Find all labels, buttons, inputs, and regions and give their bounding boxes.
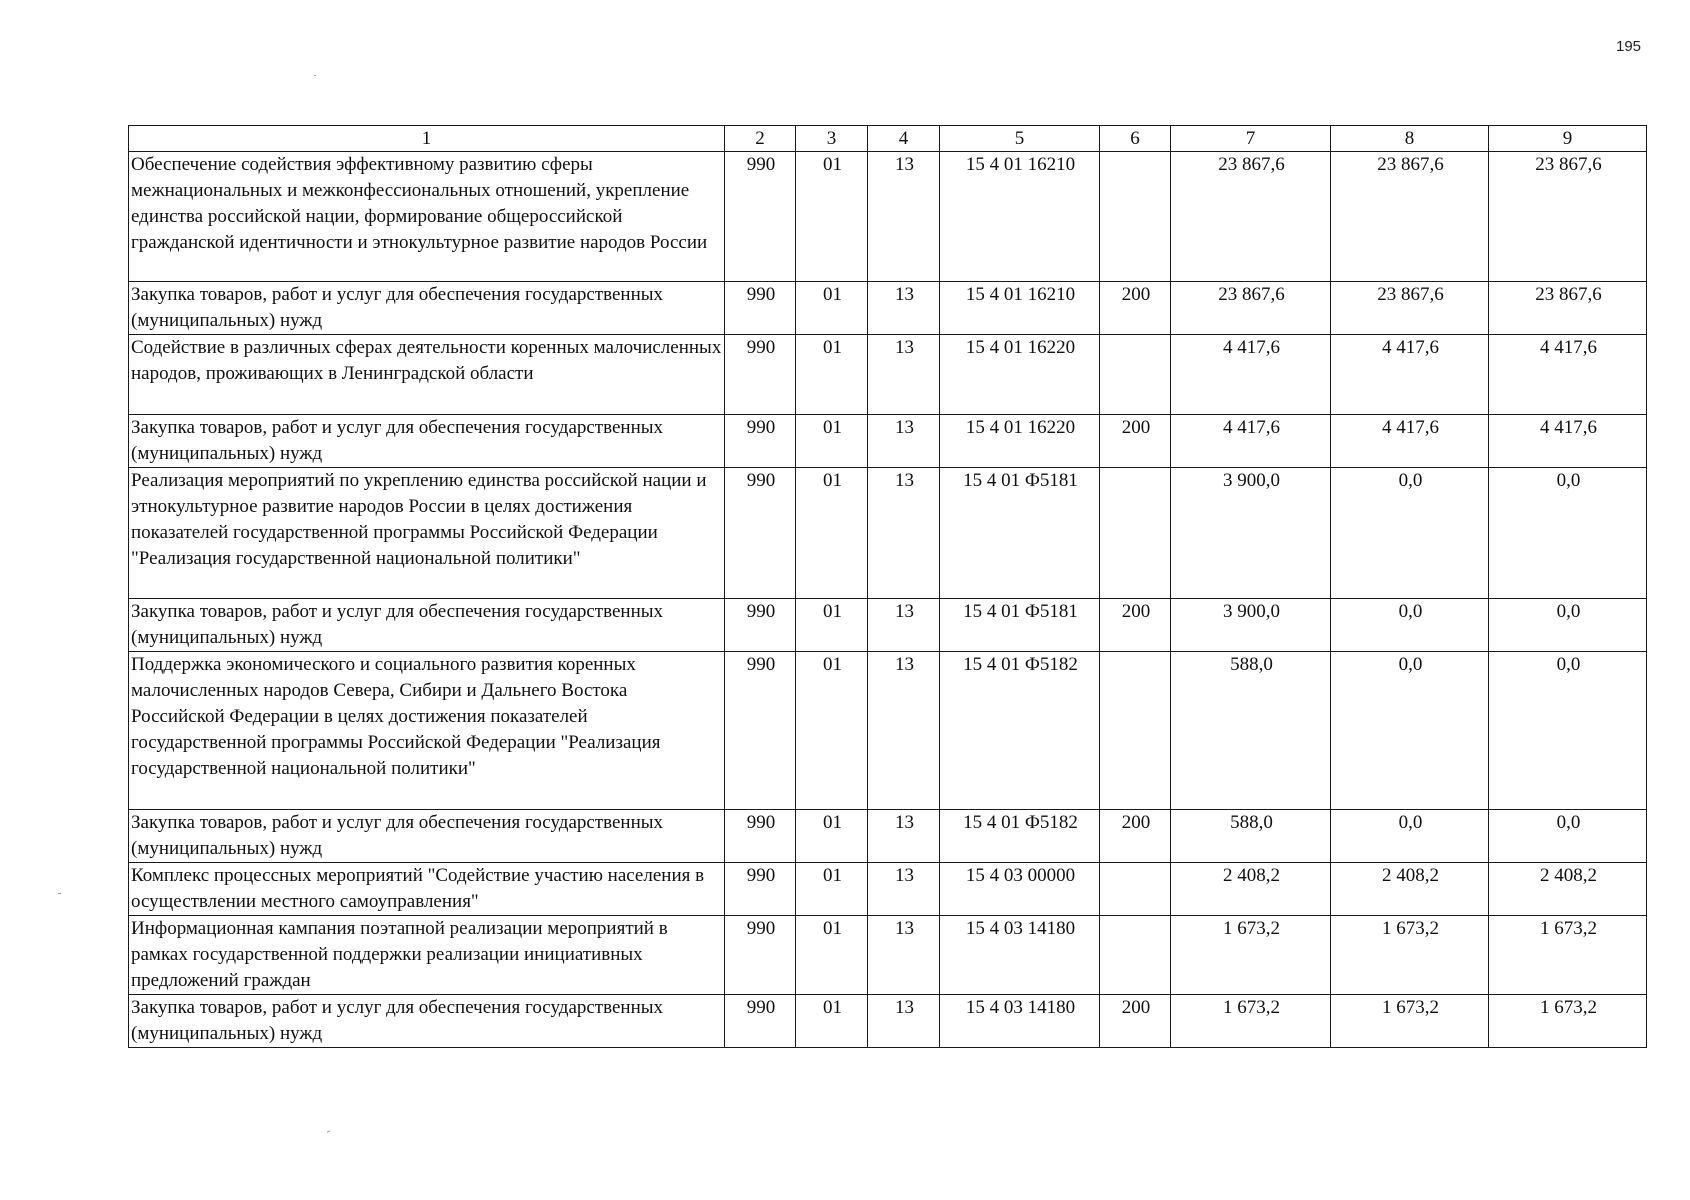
- table-row: [129, 468, 1647, 599]
- code-cell: 01: [796, 335, 868, 415]
- amount-cell: 23 867,6: [1331, 152, 1489, 282]
- code-cell: 15 4 01 Ф5182: [940, 652, 1100, 810]
- header-cell: 9: [1489, 126, 1647, 152]
- amount-cell: 1 673,2: [1489, 995, 1647, 1048]
- code-cell: 01: [796, 916, 868, 995]
- code-cell: 01: [796, 810, 868, 863]
- amount-cell: 1 673,2: [1331, 916, 1489, 995]
- amount-cell: 4 417,6: [1171, 335, 1331, 415]
- code-cell: 200: [1100, 810, 1171, 863]
- code-cell: 13: [868, 152, 940, 282]
- row-name-cell: Информационная кампания поэтапной реализации мероприятий в рамках государственной поддержки реализации инициативных предложений граждан: [129, 916, 725, 995]
- row-name-cell: Поддержка экономического и социального развития коренных малочисленных народов Севера, Сибири и Дальнего Востока Российской Федерации в целях достижения показателей государственной программы Российской Федерации "Реализация государственной национальной политики": [129, 652, 725, 810]
- code-cell: 15 4 01 Ф5182: [940, 810, 1100, 863]
- amount-cell: 1 673,2: [1331, 995, 1489, 1048]
- amount-cell: 2 408,2: [1489, 863, 1647, 916]
- code-cell: 990: [725, 652, 796, 810]
- amount-cell: 23 867,6: [1489, 152, 1647, 282]
- code-cell: 13: [868, 599, 940, 652]
- amount-cell: 2 408,2: [1171, 863, 1331, 916]
- amount-cell: 588,0: [1171, 810, 1331, 863]
- code-cell: 13: [868, 995, 940, 1048]
- code-cell: [1100, 652, 1171, 810]
- amount-cell: 4 417,6: [1331, 415, 1489, 468]
- amount-cell: 0,0: [1489, 468, 1647, 599]
- code-cell: 990: [725, 335, 796, 415]
- amount-cell: 4 417,6: [1331, 335, 1489, 415]
- header-cell: 6: [1100, 126, 1171, 152]
- code-cell: 13: [868, 652, 940, 810]
- scan-speck: [58, 893, 61, 894]
- code-cell: [1100, 468, 1171, 599]
- code-cell: 15 4 01 Ф5181: [940, 468, 1100, 599]
- table-row: [129, 863, 1647, 916]
- code-cell: 200: [1100, 415, 1171, 468]
- amount-cell: 0,0: [1489, 810, 1647, 863]
- code-cell: 990: [725, 152, 796, 282]
- amount-cell: 4 417,6: [1171, 415, 1331, 468]
- code-cell: 990: [725, 282, 796, 335]
- code-cell: 15 4 03 14180: [940, 995, 1100, 1048]
- amount-cell: 0,0: [1331, 599, 1489, 652]
- code-cell: 13: [868, 282, 940, 335]
- amount-cell: 4 417,6: [1489, 335, 1647, 415]
- amount-cell: 23 867,6: [1331, 282, 1489, 335]
- row-name-cell: Закупка товаров, работ и услуг для обеспечения государственных (муниципальных) нужд: [129, 810, 725, 863]
- code-cell: 13: [868, 468, 940, 599]
- table-row: [129, 810, 1647, 863]
- header-cell: 5: [940, 126, 1100, 152]
- code-cell: 01: [796, 995, 868, 1048]
- header-cell: 8: [1331, 126, 1489, 152]
- code-cell: 15 4 01 16220: [940, 415, 1100, 468]
- page-number: 195: [1616, 38, 1642, 55]
- amount-cell: 0,0: [1331, 810, 1489, 863]
- code-cell: 15 4 03 00000: [940, 863, 1100, 916]
- code-cell: [1100, 152, 1171, 282]
- code-cell: 13: [868, 335, 940, 415]
- header-cell: 4: [868, 126, 940, 152]
- table-row: [129, 995, 1647, 1048]
- code-cell: 200: [1100, 995, 1171, 1048]
- row-name-cell: Закупка товаров, работ и услуг для обеспечения государственных (муниципальных) нужд: [129, 415, 725, 468]
- table-row: [129, 599, 1647, 652]
- amount-cell: 0,0: [1331, 468, 1489, 599]
- row-name-cell: Закупка товаров, работ и услуг для обеспечения государственных (муниципальных) нужд: [129, 599, 725, 652]
- table-body: [129, 152, 1647, 1048]
- table-row: [129, 282, 1647, 335]
- code-cell: 01: [796, 282, 868, 335]
- code-cell: 13: [868, 916, 940, 995]
- code-cell: 15 4 01 16220: [940, 335, 1100, 415]
- amount-cell: 23 867,6: [1171, 152, 1331, 282]
- row-name-cell: Реализация мероприятий по укреплению единства российской нации и этнокультурное развитие народов России в целях достижения показателей государственной программы Российской Федерации "Реализация государственной национальной политики": [129, 468, 725, 599]
- amount-cell: 0,0: [1331, 652, 1489, 810]
- amount-cell: 588,0: [1171, 652, 1331, 810]
- code-cell: 990: [725, 863, 796, 916]
- amount-cell: 1 673,2: [1171, 995, 1331, 1048]
- header-row: [129, 126, 1647, 152]
- code-cell: 13: [868, 415, 940, 468]
- table-row: [129, 916, 1647, 995]
- amount-cell: 23 867,6: [1171, 282, 1331, 335]
- row-name-cell: Комплекс процессных мероприятий "Содействие участию населения в осуществлении местного самоуправления": [129, 863, 725, 916]
- amount-cell: 3 900,0: [1171, 468, 1331, 599]
- code-cell: 15 4 01 Ф5181: [940, 599, 1100, 652]
- row-name-cell: Содействие в различных сферах деятельности коренных малочисленных народов, проживающих в Ленинградской области: [129, 335, 725, 415]
- code-cell: 990: [725, 916, 796, 995]
- code-cell: 990: [725, 415, 796, 468]
- row-name-cell: Закупка товаров, работ и услуг для обеспечения государственных (муниципальных) нужд: [129, 282, 725, 335]
- scan-speck: [327, 1130, 330, 1132]
- amount-cell: 1 673,2: [1489, 916, 1647, 995]
- header-cell: 2: [725, 126, 796, 152]
- code-cell: 200: [1100, 282, 1171, 335]
- header-cell: 1: [129, 126, 725, 152]
- row-name-cell: Обеспечение содействия эффективному развитию сферы межнациональных и межконфессиональных отношений, укрепление единства российской нации, формирование общероссийской гражданской идентичности и этнокультурное развитие народов России: [129, 152, 725, 282]
- amount-cell: 3 900,0: [1171, 599, 1331, 652]
- table-row: [129, 415, 1647, 468]
- code-cell: 990: [725, 599, 796, 652]
- amount-cell: 2 408,2: [1331, 863, 1489, 916]
- amount-cell: 23 867,6: [1489, 282, 1647, 335]
- code-cell: [1100, 916, 1171, 995]
- code-cell: 01: [796, 863, 868, 916]
- code-cell: 15 4 03 14180: [940, 916, 1100, 995]
- header-cell: 3: [796, 126, 868, 152]
- code-cell: 13: [868, 810, 940, 863]
- table-row: [129, 152, 1647, 282]
- table-row: [129, 335, 1647, 415]
- budget-table: [128, 125, 1647, 1048]
- code-cell: 990: [725, 810, 796, 863]
- code-cell: [1100, 335, 1171, 415]
- row-name-cell: Закупка товаров, работ и услуг для обеспечения государственных (муниципальных) нужд: [129, 995, 725, 1048]
- code-cell: 990: [725, 468, 796, 599]
- amount-cell: 1 673,2: [1171, 916, 1331, 995]
- code-cell: 15 4 01 16210: [940, 152, 1100, 282]
- code-cell: 200: [1100, 599, 1171, 652]
- code-cell: 01: [796, 415, 868, 468]
- table-row: [129, 652, 1647, 810]
- scan-speck: [314, 75, 316, 76]
- code-cell: 13: [868, 863, 940, 916]
- code-cell: 01: [796, 652, 868, 810]
- code-cell: 990: [725, 995, 796, 1048]
- amount-cell: 0,0: [1489, 652, 1647, 810]
- amount-cell: 4 417,6: [1489, 415, 1647, 468]
- code-cell: 01: [796, 468, 868, 599]
- code-cell: 01: [796, 152, 868, 282]
- amount-cell: 0,0: [1489, 599, 1647, 652]
- code-cell: 01: [796, 599, 868, 652]
- code-cell: 15 4 01 16210: [940, 282, 1100, 335]
- code-cell: [1100, 863, 1171, 916]
- header-cell: 7: [1171, 126, 1331, 152]
